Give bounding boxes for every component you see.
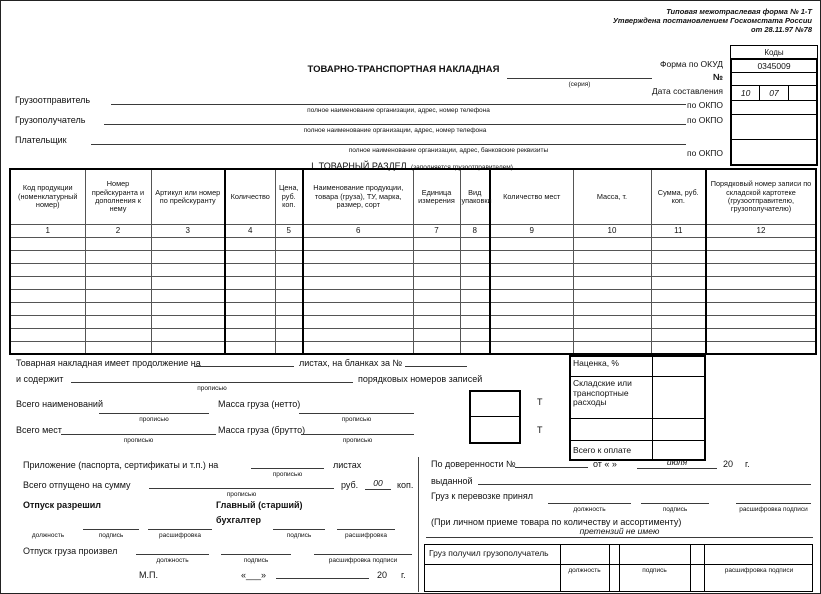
goods-empty-cell [225, 302, 275, 315]
goods-table-body [10, 237, 816, 354]
mass-totals-box [469, 390, 521, 444]
goods-empty-cell [573, 276, 651, 289]
goods-empty-cell [573, 237, 651, 250]
accepted-decipher-blank [736, 496, 811, 504]
attorney-from-label: от « » [593, 459, 617, 469]
col-header-unit: Единица измерения [413, 169, 460, 224]
okpo-label-consignor: по ОКПО [687, 100, 723, 110]
attorney-label: По доверенности № [431, 459, 516, 469]
goods-empty-cell [413, 250, 460, 263]
goods-empty-cell [706, 250, 816, 263]
goods-empty-cell [85, 276, 151, 289]
accepted-signature-blank [641, 496, 709, 504]
col-header-amount: Сумма, руб. коп. [651, 169, 706, 224]
goods-empty-cell [225, 341, 275, 354]
made-signature-caption: подпись [243, 557, 269, 564]
goods-empty-cell [573, 250, 651, 263]
goods-table [9, 168, 817, 355]
goods-empty-cell [413, 237, 460, 250]
goods-empty-cell [651, 302, 706, 315]
goods-empty-cell [413, 289, 460, 302]
goods-empty-cell [303, 341, 413, 354]
goods-empty-cell [460, 237, 490, 250]
goods-empty-cell [651, 237, 706, 250]
mass-netto-cell [471, 392, 519, 417]
total-places-blank [61, 427, 216, 435]
payer-caption: полное наименование организации, адрес, банковские реквизиты [348, 147, 549, 154]
goods-empty-cell [460, 263, 490, 276]
mass-brutto-label: Масса груза (брутто) [218, 425, 306, 435]
col-number: 10 [573, 224, 651, 237]
goods-empty-cell [303, 237, 413, 250]
goods-empty-cell [303, 289, 413, 302]
goods-empty-cell [225, 328, 275, 341]
consignee-caption: полное наименование организации, адрес, номер телефона [303, 127, 487, 134]
goods-empty-cell [10, 328, 85, 341]
goods-empty-row [10, 302, 816, 315]
goods-empty-cell [85, 328, 151, 341]
goods-empty-cell [490, 250, 573, 263]
issued-blank [478, 477, 811, 485]
goods-empty-row [10, 263, 816, 276]
goods-empty-cell [85, 289, 151, 302]
document-number-cell [732, 73, 816, 86]
goods-empty-cell [651, 276, 706, 289]
col-number: 4 [225, 224, 275, 237]
goods-empty-cell [490, 263, 573, 276]
made-signature-blank [221, 547, 291, 555]
contains-propisyu-caption: прописью [197, 385, 227, 392]
release-decipher-caption: расшифровка [159, 532, 201, 539]
goods-empty-cell [706, 289, 816, 302]
goods-empty-cell [460, 341, 490, 354]
year-prefix-label: 20 [377, 570, 388, 580]
goods-empty-cell [85, 250, 151, 263]
okpo-label-consignee: по ОКПО [687, 115, 723, 125]
col-number: 7 [413, 224, 460, 237]
total-names-blank [99, 406, 209, 414]
cargo-received-box [424, 544, 813, 592]
consignor-blank-line [111, 96, 686, 105]
goods-empty-cell [275, 315, 303, 328]
goods-empty-cell [10, 315, 85, 328]
goods-empty-cell [706, 315, 816, 328]
goods-empty-cell [651, 250, 706, 263]
mass-brutto-blank [301, 427, 414, 435]
attachment-label: Приложение (паспорта, сертификаты и т.п.) на [23, 460, 219, 470]
col-header-mass: Масса, т. [573, 169, 651, 224]
goods-empty-cell [225, 263, 275, 276]
accountant-decipher-blank [337, 522, 395, 530]
goods-empty-cell [706, 237, 816, 250]
charges-empty-value-cell [653, 419, 704, 440]
mass-netto-label: Масса груза (нетто) [218, 399, 301, 409]
goods-empty-cell [413, 328, 460, 341]
goods-empty-cell [490, 328, 573, 341]
goods-empty-cell [10, 341, 85, 354]
goods-empty-cell [490, 276, 573, 289]
col-number: 1 [10, 224, 85, 237]
kopeck-value: 00 [365, 479, 391, 490]
goods-empty-cell [10, 289, 85, 302]
goods-empty-cell [573, 341, 651, 354]
mass-brutto-propisyu: прописью [342, 437, 373, 444]
document-number-label: № [712, 72, 723, 82]
goods-empty-cell [225, 250, 275, 263]
total-payable-label: Всего к оплате [571, 441, 653, 459]
goods-empty-cell [490, 341, 573, 354]
goods-empty-cell [275, 276, 303, 289]
total-names-label: Всего наименований [16, 399, 103, 409]
release-signature-blank [83, 522, 139, 530]
release-position-caption: должность [31, 532, 65, 539]
made-position-caption: должность [156, 557, 189, 564]
mass-netto-propisyu: прописью [341, 416, 372, 423]
received-decipher-caption: расшифровка подписи [724, 567, 794, 574]
col-number: 2 [85, 224, 151, 237]
goods-empty-cell [706, 263, 816, 276]
goods-empty-cell [10, 250, 85, 263]
goods-empty-cell [706, 302, 816, 315]
stamp-place-label: М.П. [139, 570, 158, 580]
consignor-caption: полное наименование организации, адрес, номер телефона [307, 107, 490, 114]
personal-acceptance-note: (При личном приеме товара по количеству и ассортименту) [431, 517, 682, 527]
attachment-propisyu: прописью [272, 471, 303, 478]
goods-empty-cell [10, 276, 85, 289]
goods-empty-cell [573, 263, 651, 276]
goods-empty-cell [10, 237, 85, 250]
issued-label: выданной [431, 476, 473, 486]
goods-empty-cell [490, 237, 573, 250]
made-decipher-caption: расшифровка подписи [328, 557, 398, 564]
release-decipher-blank [148, 522, 212, 530]
goods-empty-cell [225, 315, 275, 328]
goods-empty-cell [151, 276, 225, 289]
goods-empty-cell [151, 250, 225, 263]
storage-label: Складские или транспортные расходы [571, 377, 653, 418]
release-allowed-label: Отпуск разрешил [23, 500, 101, 510]
attorney-year-suffix: г. [745, 459, 750, 469]
goods-empty-cell [651, 328, 706, 341]
made-decipher-blank [314, 547, 412, 555]
goods-empty-cell [573, 328, 651, 341]
goods-empty-cell [85, 302, 151, 315]
goods-empty-cell [275, 289, 303, 302]
goods-empty-cell [460, 302, 490, 315]
col-header-package-type: Вид упаковки [460, 169, 490, 224]
charges-empty-row [571, 419, 704, 441]
chief-accountant-line1: Главный (старший) [216, 500, 303, 510]
col-header-card-index-number: Порядковый номер записи по складской картотеке (грузоотправителю, грузополучателю) [706, 169, 816, 224]
goods-empty-cell [275, 341, 303, 354]
consignee-blank-line [104, 116, 686, 125]
goods-empty-cell [275, 302, 303, 315]
okud-label: Форма по ОКУД [660, 59, 723, 69]
goods-empty-cell [225, 289, 275, 302]
goods-empty-cell [573, 302, 651, 315]
approved-by-line: Утверждена постановлением Госкомстата России [612, 16, 812, 25]
goods-empty-cell [460, 315, 490, 328]
goods-empty-cell [460, 276, 490, 289]
col-header-price: Цена, руб. коп. [275, 169, 303, 224]
goods-table-numbering-row [10, 224, 816, 237]
goods-empty-cell [151, 302, 225, 315]
goods-empty-cell [460, 328, 490, 341]
goods-empty-cell [413, 263, 460, 276]
contains-blank [71, 375, 353, 383]
goods-empty-cell [706, 328, 816, 341]
total-places-label: Всего мест [16, 425, 62, 435]
goods-table-header-row [10, 169, 816, 224]
goods-empty-cell [651, 289, 706, 302]
chief-accountant-line2: бухгалтер [216, 515, 261, 525]
continuation-label: Товарная накладная имеет продолжение на [16, 358, 201, 368]
accepted-position-caption: должность [573, 506, 606, 513]
bottom-section-divider [418, 457, 419, 592]
goods-empty-cell [303, 315, 413, 328]
goods-empty-cell [303, 276, 413, 289]
goods-empty-cell [303, 302, 413, 315]
goods-empty-cell [303, 328, 413, 341]
goods-empty-cell [10, 263, 85, 276]
payer-label: Плательщик [15, 135, 67, 145]
release-made-label: Отпуск груза произвел [23, 546, 118, 556]
col-header-product-code: Код продукции (номенклатурный номер) [10, 169, 85, 224]
accountant-signature-caption: подпись [286, 532, 312, 539]
accountant-signature-blank [273, 522, 325, 530]
col-number: 12 [706, 224, 816, 237]
attachment-blank [251, 461, 324, 469]
goods-empty-cell [85, 315, 151, 328]
col-header-quantity: Количество [225, 169, 275, 224]
goods-empty-row [10, 328, 816, 341]
payer-blank-line [91, 136, 686, 145]
okpo-consignor-cell [732, 101, 816, 115]
okpo-label-payer: по ОКПО [687, 148, 723, 158]
col-number: 11 [651, 224, 706, 237]
approval-date-line: от 28.11.97 №78 [751, 25, 812, 34]
netto-ton-mark: Т [537, 397, 543, 407]
contains-label: и содержит [16, 374, 64, 384]
cargo-accepted-label: Груз к перевозке принял [431, 491, 533, 501]
consignor-label: Грузоотправитель [15, 95, 91, 105]
goods-empty-cell [303, 250, 413, 263]
date-month-blank [276, 571, 369, 579]
compose-date-cells [732, 86, 816, 101]
col-header-places-count: Количество мест [490, 169, 573, 224]
goods-empty-cell [490, 289, 573, 302]
attorney-month-value: июля [637, 458, 717, 469]
date-quote-label: «___» [241, 570, 267, 580]
goods-empty-cell [85, 237, 151, 250]
seria-blank-line [507, 67, 652, 79]
markup-row [571, 357, 704, 377]
goods-empty-row [10, 250, 816, 263]
goods-empty-cell [275, 328, 303, 341]
accepted-signature-caption: подпись [662, 506, 688, 513]
goods-empty-cell [151, 289, 225, 302]
goods-empty-cell [151, 341, 225, 354]
rub-label: руб. [341, 480, 359, 490]
goods-empty-cell [651, 263, 706, 276]
goods-empty-cell [413, 341, 460, 354]
goods-empty-cell [303, 263, 413, 276]
compose-date-label: Дата составления [651, 86, 723, 96]
goods-empty-cell [151, 263, 225, 276]
goods-empty-cell [706, 276, 816, 289]
accepted-position-blank [548, 496, 631, 504]
made-position-blank [136, 547, 209, 555]
attorney-number-blank [515, 460, 588, 468]
col-number: 9 [490, 224, 573, 237]
col-number: 8 [460, 224, 490, 237]
col-number: 3 [151, 224, 225, 237]
received-position-caption: должность [568, 567, 601, 574]
goods-empty-cell [706, 341, 816, 354]
col-number: 5 [275, 224, 303, 237]
kop-label: коп. [397, 480, 414, 490]
total-sum-label: Всего отпущено на сумму [23, 480, 131, 490]
goods-empty-row [10, 276, 816, 289]
okud-code-cell: 0345009 [732, 60, 816, 73]
goods-empty-cell [275, 250, 303, 263]
col-number: 6 [303, 224, 413, 237]
goods-empty-cell [460, 250, 490, 263]
received-box-vline-4 [690, 545, 691, 591]
goods-empty-row [10, 237, 816, 250]
goods-empty-cell [651, 315, 706, 328]
markup-value-cell [653, 357, 704, 376]
accepted-decipher-caption: расшифровка подписи [739, 506, 808, 513]
date-year-cell [789, 86, 816, 100]
goods-empty-cell [85, 263, 151, 276]
release-signature-caption: подпись [98, 532, 124, 539]
goods-empty-cell [151, 237, 225, 250]
goods-empty-cell [151, 315, 225, 328]
total-sum-propisyu: прописью [226, 491, 257, 498]
accountant-decipher-caption: расшифровка [345, 532, 387, 539]
form-approval-note [492, 7, 812, 34]
date-day-cell: 10 [732, 86, 760, 100]
total-names-propisyu: прописью [139, 416, 169, 423]
col-header-article: Артикул или номер по прейскуранту [151, 169, 225, 224]
charges-empty-label [571, 419, 653, 440]
col-header-price-list-number: Номер прейскуранта и дополнения к нему [85, 169, 151, 224]
consignee-label: Грузополучатель [15, 115, 86, 125]
year-suffix-label: г. [401, 570, 406, 580]
goods-empty-cell [460, 289, 490, 302]
codes-box-title: Коды [730, 45, 818, 58]
okpo-consignee-cell [732, 115, 816, 140]
goods-empty-cell [151, 328, 225, 341]
continuation-blanks-number-blank [405, 359, 467, 367]
continuation-sheets-blank [194, 359, 294, 367]
goods-empty-cell [413, 315, 460, 328]
goods-empty-cell [573, 315, 651, 328]
storage-row [571, 377, 704, 419]
attachment-unit-label: листах [333, 460, 362, 470]
col-header-product-name: Наименование продукции, товара (груза), ТУ, марка, размер, сорт [303, 169, 413, 224]
markup-label: Наценка, % [571, 357, 653, 376]
goods-empty-cell [490, 302, 573, 315]
form-type-line: Типовая межотраслевая форма № 1-Т [666, 7, 812, 16]
goods-empty-cell [85, 341, 151, 354]
received-box-vline-2 [609, 545, 610, 591]
goods-empty-row [10, 315, 816, 328]
cargo-received-label: Груз получил грузополучатель [429, 548, 549, 558]
goods-empty-cell [413, 276, 460, 289]
continuation-suffix: листах, на бланках за № [299, 358, 403, 368]
section-heading-note: (заполняется грузоотправителем) [411, 164, 513, 171]
goods-empty-cell [573, 289, 651, 302]
seria-caption: (серия) [568, 81, 591, 88]
no-claims-statement: претензий не имею [426, 527, 813, 538]
total-sum-blank [149, 481, 334, 489]
brutto-ton-mark: Т [537, 425, 543, 435]
goods-empty-row [10, 289, 816, 302]
attorney-year-prefix: 20 [723, 459, 734, 469]
storage-value-cell [653, 377, 704, 418]
goods-empty-cell [651, 341, 706, 354]
section-heading-text: I. ТОВАРНЫЙ РАЗДЕЛ [311, 161, 407, 171]
total-places-propisyu: прописью [123, 437, 154, 444]
goods-empty-cell [275, 263, 303, 276]
page-title: ТОВАРНО-ТРАНСПОРТНАЯ НАКЛАДНАЯ [307, 64, 500, 75]
received-signature-caption: подпись [642, 567, 667, 574]
date-month-cell: 07 [760, 86, 788, 100]
goods-empty-row [10, 341, 816, 354]
goods-empty-cell [275, 237, 303, 250]
mass-netto-blank [299, 406, 414, 414]
contains-suffix: порядковых номеров записей [358, 374, 483, 384]
goods-empty-cell [225, 276, 275, 289]
goods-empty-cell [225, 237, 275, 250]
goods-empty-cell [413, 302, 460, 315]
charges-box [569, 355, 706, 461]
goods-empty-cell [490, 315, 573, 328]
goods-empty-cell [10, 302, 85, 315]
